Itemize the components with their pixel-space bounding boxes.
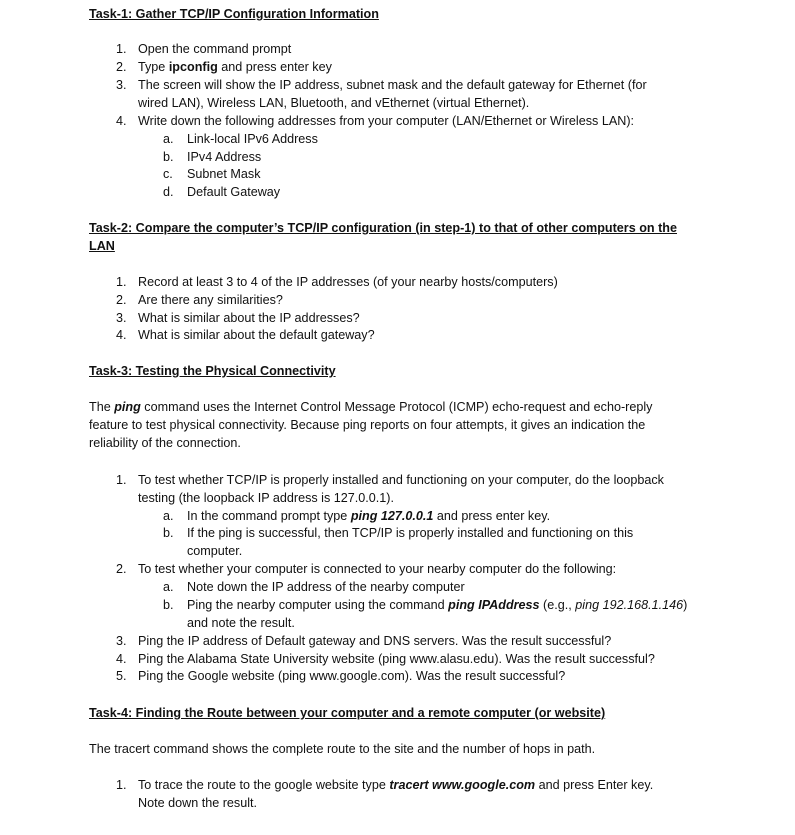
list-text: Ping the Alabama State University website (ping www.alasu.edu). Was the result successful? bbox=[138, 652, 655, 666]
sub-list-text bbox=[187, 507, 707, 525]
list-text: Record at least 3 to 4 of the IP addresses (of your nearby hosts/computers) bbox=[138, 275, 558, 289]
text-segment: The bbox=[89, 400, 115, 414]
text-segment: command uses the Internet Control Message Protocol (ICMP) echo-request and echo-reply bbox=[140, 400, 653, 414]
list-number: 3. bbox=[116, 311, 127, 325]
list-number: 1. bbox=[116, 275, 127, 289]
sub-list-text: Note down the IP address of the nearby computer bbox=[187, 580, 465, 594]
list-number: 4. bbox=[116, 652, 127, 666]
sub-list-text: Link-local IPv6 Address bbox=[187, 132, 318, 146]
sub-list-letter: a. bbox=[163, 509, 174, 523]
command-text: ping bbox=[114, 400, 141, 414]
sub-list-text: IPv4 Address bbox=[187, 150, 262, 164]
list-text-line2: wired LAN), Wireless LAN, Bluetooth, and vEthernet (virtual Ethernet). bbox=[138, 96, 530, 110]
sub-list-text-line2: and note the result. bbox=[187, 616, 295, 630]
list-number: 2. bbox=[116, 562, 127, 576]
sub-list-letter: b. bbox=[163, 526, 174, 540]
task4-heading: Task-4: Finding the Route between your computer and a remote computer (or website) bbox=[89, 706, 606, 720]
list-text: Are there any similarities? bbox=[138, 293, 283, 307]
list-text: Ping the Google website (ping www.google.com). Was the result successful? bbox=[138, 669, 566, 683]
sub-list-text: Default Gateway bbox=[187, 185, 281, 199]
list-text: Open the command prompt bbox=[138, 42, 292, 56]
list-text: What is similar about the default gateway? bbox=[138, 328, 375, 342]
list-number: 2. bbox=[116, 293, 127, 307]
list-number: 1. bbox=[116, 473, 127, 487]
list-number: 5. bbox=[116, 669, 127, 683]
text-segment: (e.g., bbox=[539, 598, 576, 612]
list-number: 1. bbox=[116, 42, 127, 56]
sub-list-text-line2: computer. bbox=[187, 544, 243, 558]
command-text: ping 127.0.0.1 bbox=[350, 509, 434, 523]
sub-list-text: Subnet Mask bbox=[187, 167, 261, 181]
list-number: 2. bbox=[116, 60, 127, 74]
list-text: Write down the following addresses from your computer (LAN/Ethernet or Wireless LAN): bbox=[138, 114, 635, 128]
list-number: 3. bbox=[116, 634, 127, 648]
text-segment: Ping the nearby computer using the command bbox=[187, 598, 449, 612]
sub-list-letter: c. bbox=[163, 167, 173, 181]
text-segment: ) bbox=[683, 598, 688, 612]
command-text: ipconfig bbox=[168, 60, 218, 74]
list-text: Ping the IP address of Default gateway and DNS servers. Was the result successful? bbox=[138, 634, 612, 648]
list-text bbox=[138, 58, 713, 76]
list-text-line1: To test whether TCP/IP is properly installed and functioning on your computer, do the loopback bbox=[138, 473, 664, 487]
list-text: What is similar about the IP addresses? bbox=[138, 311, 360, 325]
task4-intro: The tracert command shows the complete route to the site and the number of hops in path. bbox=[89, 742, 596, 756]
text-segment: In the command prompt type bbox=[187, 509, 351, 523]
task2-heading-line1: Task-2: Compare the computer’s TCP/IP configuration (in step-1) to that of other computers on the bbox=[89, 221, 677, 235]
task3-intro-line2: feature to test physical connectivity. Because ping reports on four attempts, it gives an indication the bbox=[89, 418, 646, 432]
task2-heading-line2: LAN bbox=[89, 239, 115, 253]
list-text-line1: The screen will show the IP address, subnet mask and the default gateway for Ethernet (for bbox=[138, 78, 647, 92]
list-text-line2: Note down the result. bbox=[138, 796, 258, 810]
list-number: 4. bbox=[116, 328, 127, 342]
sub-list-letter: a. bbox=[163, 132, 174, 146]
list-text-line2: testing (the loopback IP address is 127.0.0.1). bbox=[138, 491, 394, 505]
task3-heading: Task-3: Testing the Physical Connectivity bbox=[89, 364, 336, 378]
text-segment: Type bbox=[138, 60, 169, 74]
text-segment: To trace the route to the google website type bbox=[138, 778, 390, 792]
sub-list-letter: b. bbox=[163, 598, 174, 612]
task1-heading: Task-1: Gather TCP/IP Configuration Information bbox=[89, 7, 379, 21]
text-segment: and press enter key bbox=[217, 60, 332, 74]
sub-list-text bbox=[187, 596, 707, 614]
task3-intro-line1 bbox=[89, 398, 701, 416]
list-text bbox=[138, 776, 713, 794]
sub-list-letter: a. bbox=[163, 580, 174, 594]
list-text: To test whether your computer is connected to your nearby computer do the following: bbox=[138, 562, 617, 576]
command-text: ping IPAddress bbox=[448, 598, 540, 612]
text-segment: and press Enter key. bbox=[535, 778, 654, 792]
sub-list-letter: b. bbox=[163, 150, 174, 164]
text-segment: and press enter key. bbox=[433, 509, 551, 523]
list-number: 4. bbox=[116, 114, 127, 128]
list-number: 1. bbox=[116, 778, 127, 792]
sub-list-letter: d. bbox=[163, 185, 174, 199]
example-text: ping 192.168.1.146 bbox=[575, 598, 684, 612]
sub-list-text-line1: If the ping is successful, then TCP/IP is properly installed and functioning on this bbox=[187, 526, 634, 540]
task3-intro-line3: reliability of the connection. bbox=[89, 436, 241, 450]
list-number: 3. bbox=[116, 78, 127, 92]
command-text: tracert www.google.com bbox=[389, 778, 536, 792]
